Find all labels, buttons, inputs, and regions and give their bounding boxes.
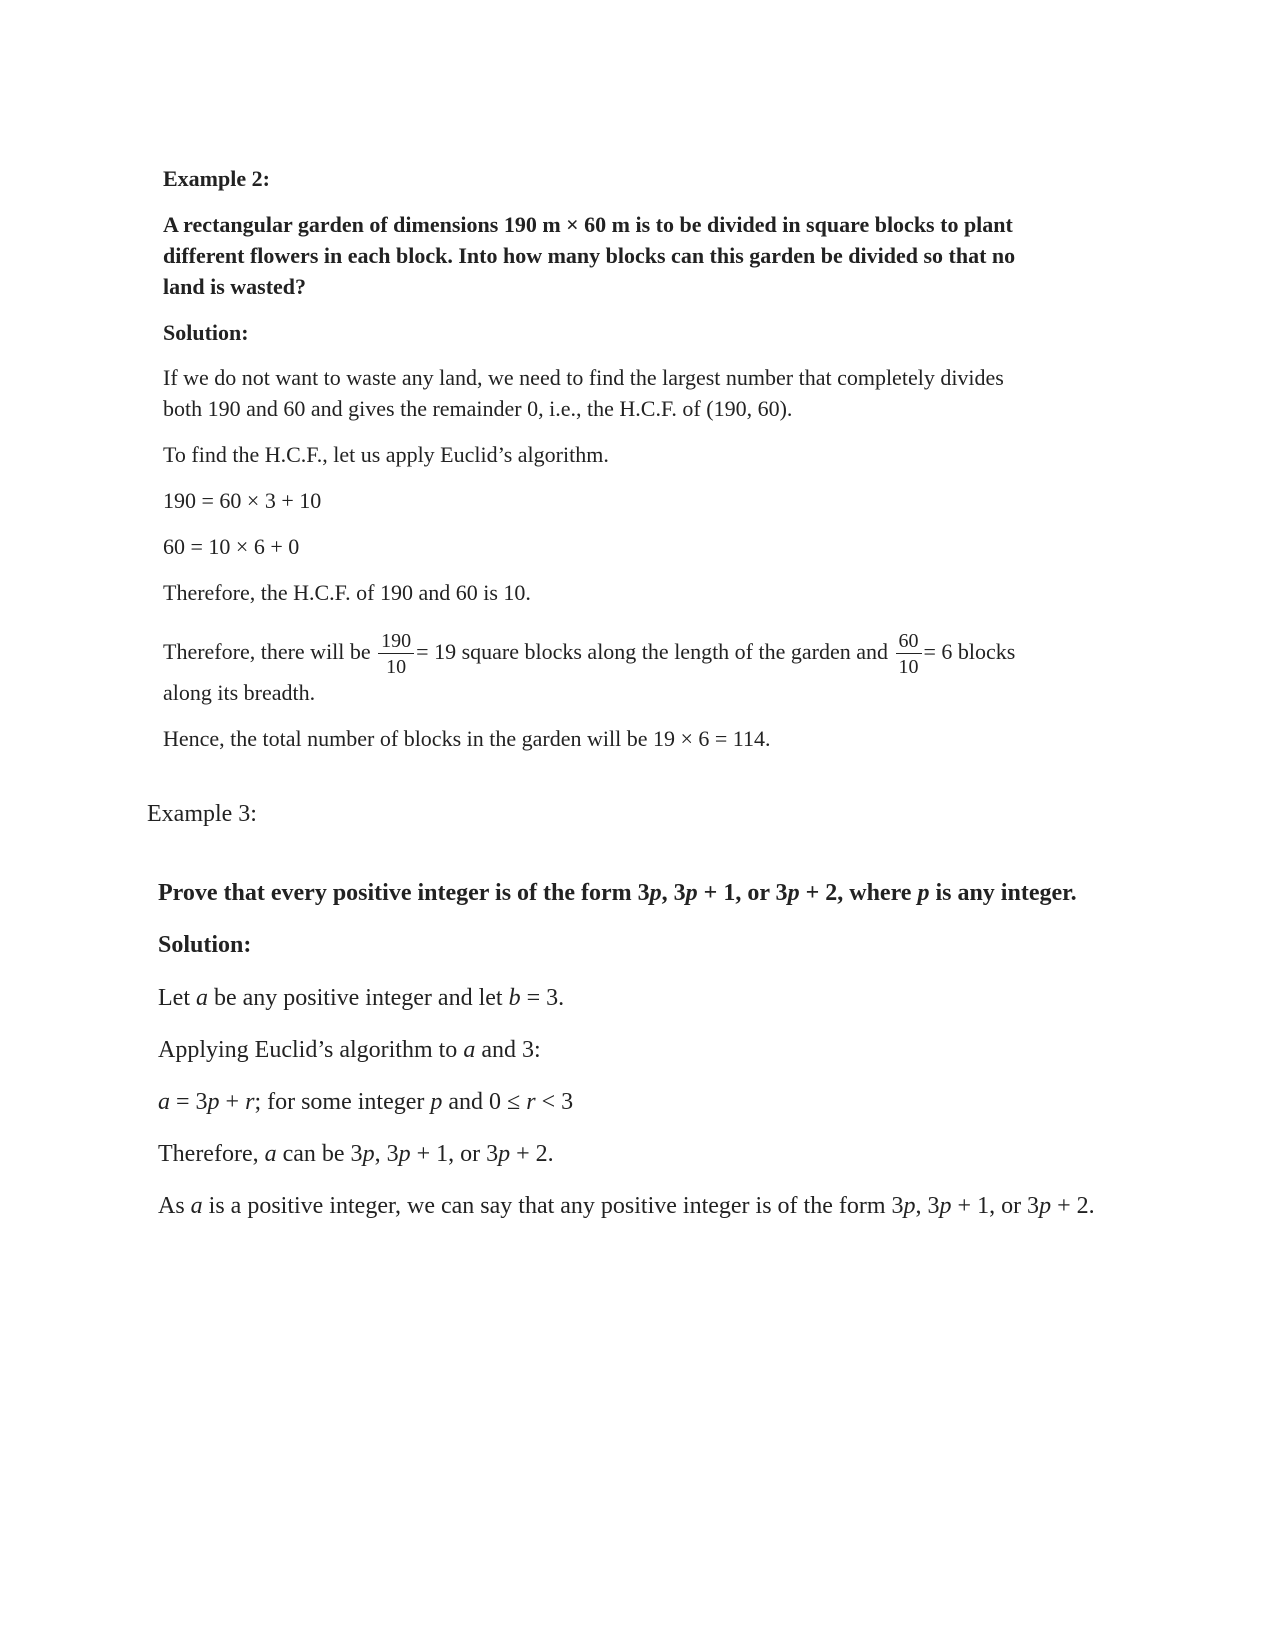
fraction-60-over-10	[896, 630, 922, 678]
example-3-line-3	[158, 1089, 573, 1115]
text: = 3.	[520, 985, 565, 1011]
fraction-denominator: 10	[386, 656, 407, 678]
example-2-question-line-3: land is wasted?	[163, 274, 307, 299]
blocks-line-suffix: = 6 blocks	[923, 639, 1016, 665]
example-2-solution-label: Solution:	[163, 320, 249, 345]
text: Applying Euclid’s algorithm to	[158, 1037, 464, 1063]
example-2-blocks-line	[163, 630, 1015, 678]
variable-p: p	[903, 1193, 916, 1219]
fraction-denominator: 10	[898, 656, 919, 678]
text: , 3	[915, 1193, 940, 1219]
text: + 2.	[510, 1141, 554, 1167]
variable-p: p	[917, 880, 930, 906]
variable-p: p	[649, 880, 662, 906]
variable-b: b	[508, 985, 521, 1011]
variable-p: p	[1039, 1193, 1052, 1219]
variable-p: p	[685, 880, 698, 906]
variable-p: p	[498, 1141, 511, 1167]
variable-r: r	[526, 1089, 536, 1115]
text: and 0 ≤	[442, 1089, 527, 1115]
text: and 3:	[475, 1037, 541, 1063]
example-3-line-5	[158, 1193, 1095, 1219]
variable-a: a	[264, 1141, 277, 1167]
variable-a: a	[190, 1193, 203, 1219]
variable-p: p	[787, 880, 800, 906]
variable-a: a	[463, 1037, 476, 1063]
text: + 2.	[1051, 1193, 1095, 1219]
example-3-heading: Example 3:	[147, 801, 257, 827]
variable-p: p	[430, 1089, 443, 1115]
example-3-line-4	[158, 1141, 554, 1167]
text: be any positive integer and let	[207, 985, 509, 1011]
text: ; for some integer	[254, 1089, 431, 1115]
fraction-190-over-10	[378, 630, 414, 678]
variable-r: r	[245, 1089, 255, 1115]
text: +	[219, 1089, 246, 1115]
example-3-line-1	[158, 985, 564, 1011]
question-text: Prove that every positive integer is of the form 3	[158, 880, 650, 906]
text: < 3	[535, 1089, 574, 1115]
blocks-line-middle: = 19 square blocks along the length of the garden and	[416, 639, 889, 665]
text: can be 3	[276, 1141, 363, 1167]
text: , 3	[374, 1141, 399, 1167]
question-text: + 2, where	[799, 880, 918, 906]
example-2-equation-1: 190 = 60 × 3 + 10	[163, 488, 322, 513]
question-text: , 3	[661, 880, 686, 906]
example-2-total-line: Hence, the total number of blocks in the garden will be 19 × 6 = 114.	[163, 726, 771, 751]
example-2-body-line-2: both 190 and 60 and gives the remainder 0, i.e., the H.C.F. of (190, 60).	[163, 396, 793, 421]
variable-p: p	[207, 1089, 220, 1115]
text: As	[158, 1193, 191, 1219]
fraction-numerator: 60	[896, 630, 922, 654]
example-2-body-line-1: If we do not want to waste any land, we need to find the largest number that completely divides	[163, 365, 1004, 390]
text: + 1, or 3	[410, 1141, 499, 1167]
text: Therefore,	[158, 1141, 265, 1167]
example-2-body-line-3: To find the H.C.F., let us apply Euclid’s algorithm.	[163, 442, 609, 467]
variable-a: a	[195, 985, 208, 1011]
variable-p: p	[939, 1193, 952, 1219]
example-2-equation-2: 60 = 10 × 6 + 0	[163, 534, 300, 559]
example-2-question-line-1: A rectangular garden of dimensions 190 m × 60 m is to be divided in square blocks to plant	[163, 212, 1013, 237]
example-3-question	[158, 880, 1077, 906]
text: + 1, or 3	[951, 1193, 1040, 1219]
fraction-numerator: 190	[378, 630, 414, 654]
text: Let	[158, 985, 196, 1011]
variable-p: p	[362, 1141, 375, 1167]
example-3-line-2	[158, 1037, 541, 1063]
example-2-breadth-line: along its breadth.	[163, 680, 316, 705]
variable-a: a	[158, 1089, 170, 1115]
text: is a positive integer, we can say that any positive integer is of the form 3	[202, 1193, 904, 1219]
question-text: is any integer.	[929, 880, 1077, 906]
example-3-solution-label: Solution:	[158, 932, 252, 958]
question-text: + 1, or 3	[697, 880, 788, 906]
example-2-hcf-conclusion: Therefore, the H.C.F. of 190 and 60 is 10.	[163, 580, 531, 605]
text: = 3	[170, 1089, 208, 1115]
example-2-heading: Example 2:	[163, 166, 270, 191]
variable-p: p	[398, 1141, 411, 1167]
blocks-line-prefix: Therefore, there will be	[163, 639, 371, 665]
example-2-question-line-2: different flowers in each block. Into how many blocks can this garden be divided so that no	[163, 243, 1016, 268]
